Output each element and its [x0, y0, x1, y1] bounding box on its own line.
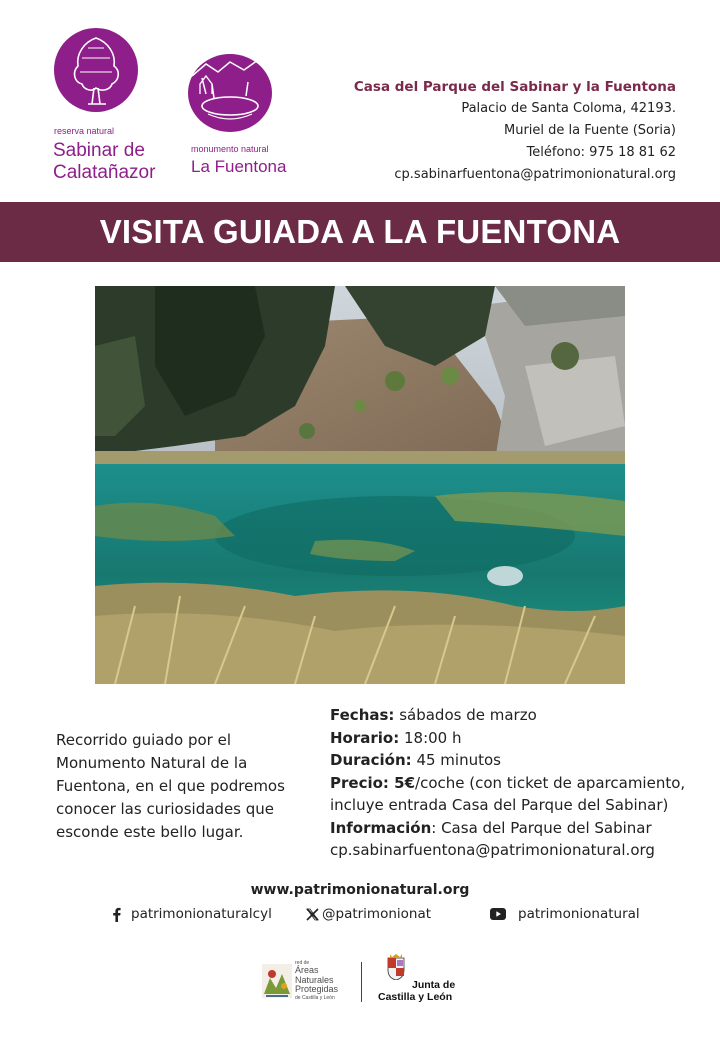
duracion-label: Duración: — [330, 751, 412, 769]
contact-phone: Teléfono: 975 18 81 62 — [526, 145, 676, 160]
precio-label: Precio: — [330, 773, 389, 792]
fechas-label: Fechas: — [330, 706, 395, 724]
fuentona-emblem — [188, 54, 272, 132]
x-handle: @patrimonionat — [322, 906, 432, 922]
contact-block — [354, 76, 676, 186]
description-line: Fuentona, en el que podremos — [56, 777, 285, 795]
info-email[interactable]: cp.sabinarfuentona@patrimonionatural.org — [330, 841, 655, 859]
description-line: esconde este bello lugar. — [56, 823, 244, 841]
anp-text — [295, 960, 338, 1001]
logo-sabinar-line1: Sabinar de — [53, 140, 145, 161]
detail-horario — [330, 727, 700, 750]
anp-line: Naturales — [295, 974, 334, 985]
info-label: Información — [330, 818, 432, 837]
logo-sabinar-subtitle: reserva natural — [54, 126, 115, 136]
description-line: Monumento Natural de la — [56, 754, 248, 772]
youtube-icon — [490, 908, 506, 920]
precio-line2: incluye entrada Casa del Parque del Sabinar) — [330, 796, 669, 814]
protected-areas-icon — [262, 964, 292, 998]
logo-divider — [361, 962, 362, 1002]
description-line: Recorrido guiado por el — [56, 731, 231, 749]
description-line: conocer las curiosidades que — [56, 800, 275, 818]
juniper-tree-icon — [54, 28, 138, 112]
spring-landscape-icon — [188, 54, 272, 132]
logo-la-fuentona — [186, 50, 306, 180]
horario-value: 18:00 h — [399, 728, 462, 747]
logo-fuentona-subtitle: monumento natural — [191, 144, 269, 154]
contact-title: Casa del Parque del Sabinar y la Fuentona — [353, 79, 676, 95]
fuentona-lake-photo — [95, 286, 625, 684]
lake-landscape-image — [95, 286, 625, 684]
x-icon — [306, 908, 319, 921]
detail-informacion — [330, 817, 700, 840]
detail-fechas — [330, 704, 700, 727]
visit-description — [56, 729, 306, 844]
precio-amount: 5€ — [388, 773, 416, 792]
visit-details — [330, 704, 700, 862]
detail-duracion — [330, 749, 700, 772]
sabinar-tree-emblem — [54, 28, 138, 112]
social-x[interactable] — [306, 904, 431, 924]
anp-small: red de — [295, 960, 310, 966]
horario-label: Horario: — [330, 728, 400, 747]
duracion-value: 45 minutos — [411, 751, 501, 769]
page-title: VISITA GUIADA A LA FUENTONA — [99, 213, 621, 250]
detail-precio — [330, 772, 700, 795]
anp-line: Protegidas — [295, 984, 339, 994]
logo-areas-naturales-protegidas — [262, 960, 352, 1004]
logo-sabinar-calatanazor — [44, 18, 174, 188]
jcyl-line2: Castilla y León — [378, 991, 453, 1003]
social-facebook[interactable] — [112, 904, 272, 924]
logo-fuentona-title: La Fuentona — [191, 157, 287, 176]
coat-of-arms-icon — [386, 954, 406, 980]
social-youtube[interactable] — [490, 904, 640, 924]
website-link[interactable]: www.patrimonionatural.org — [250, 882, 470, 898]
fechas-value: sábados de marzo — [394, 706, 537, 724]
title-banner — [0, 202, 720, 262]
jcyl-line1: Junta de — [412, 979, 456, 991]
facebook-handle: patrimonionaturalcyl — [131, 906, 272, 922]
facebook-icon — [112, 907, 121, 922]
precio-value: /coche (con ticket de aparcamiento, — [415, 773, 686, 792]
anp-line: Áreas — [295, 965, 319, 975]
logo-junta-castilla-leon — [378, 954, 468, 1006]
info-value: : Casa del Parque del Sabinar — [431, 818, 652, 837]
anp-sub: de Castilla y León — [295, 994, 335, 1001]
contact-email[interactable]: cp.sabinarfuentona@patrimonionatural.org — [394, 167, 676, 182]
contact-address-line1: Palacio de Santa Coloma, 42193. — [461, 101, 676, 116]
logo-sabinar-line2: Calatañazor — [53, 162, 156, 183]
youtube-handle: patrimonionatural — [518, 906, 640, 922]
contact-address-line2: Muriel de la Fuente (Soria) — [504, 123, 676, 138]
